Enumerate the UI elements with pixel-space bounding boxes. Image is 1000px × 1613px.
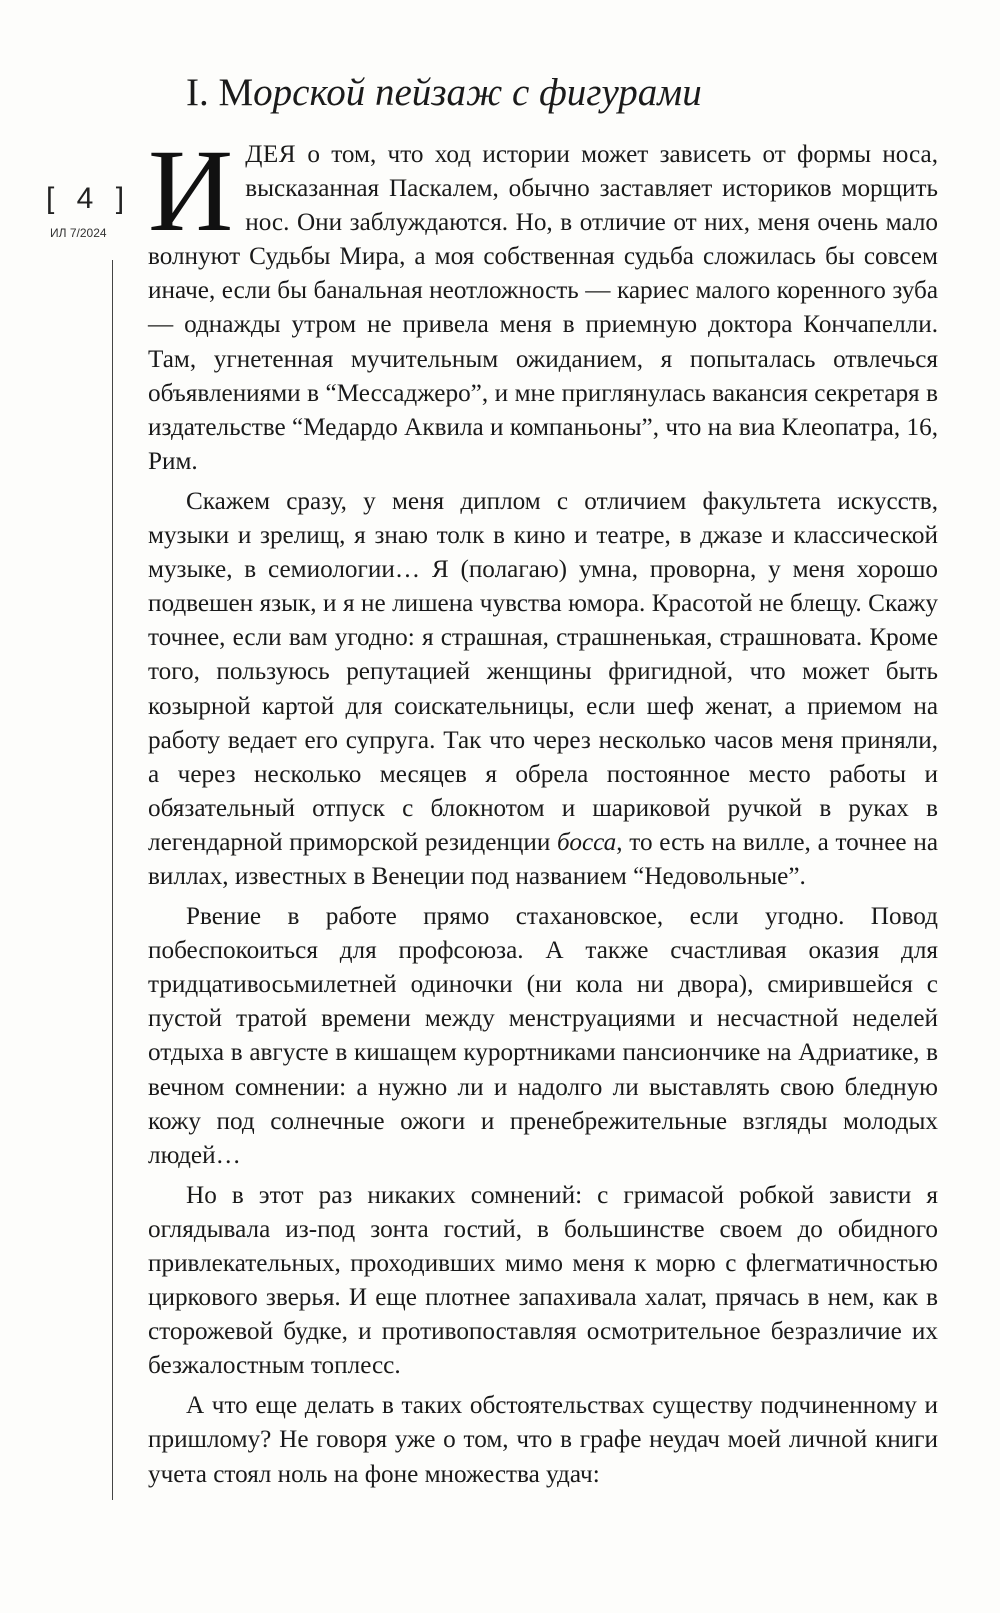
paragraph-5: А что еще делать в таких обстоятельствах существу подчиненному и пришлому? Не говоря уже о том, что в графе неудач моей личной книги учета стоял ноль на фоне множества удач: [148, 1392, 938, 1488]
paragraph-2-emphasis: босса [557, 828, 617, 856]
paragraph-2-text-a: Скажем сразу, у меня диплом с отличием факультета искусств, музыки и зрелищ, я знаю толк в кино и театре, в джазе и классической музыке, в семиологии… Я (полагаю) умна, проворна, у меня хорошо подвешен язык, и я не лишена чувства юмора. Красотой не блещу. Скажу точнее, если вам угодно: я страшная, страшненькая, страшновата. Кроме того, пользуюсь репутацией женщины фригидной, что может быть козырной картой для соискательницы, если шеф женат, а приемом на работу ведает его супруга. Так что через несколько часов меня приняли, а через несколько месяцев я обрела постоянное место работы и обязательный отпуск с блокнотом и шариковой ручкой в руках в легендарной приморской резиденции [148, 487, 938, 856]
margin-divider [112, 260, 113, 1500]
body-text [148, 125, 938, 1498]
paragraph-1-text: о том, что ход истории может зависеть от формы носа, высказанная Паскалем, обычно заставляет историков морщить нос. Они заблуждаются. Но, в отличие от них, меня очень мало волнуют Судьбы Мира, а моя собственная судьба сложилась бы совсем иначе, если бы банальная неотложность — кариес малого коренного зуба — однажды утром не привела меня в приемную доктора Кончапелли. Там, угнетенная мучительным ожиданием, я попыталась отвлечься объявлениями в “Мессаджеро”, и мне приглянулась вакансия секретаря в издательстве “Медардо Аквила и компаньоны”, что на виа Клеопатра, 16, Рим. [148, 141, 938, 475]
paragraph-1 [148, 125, 938, 479]
chapter-title [186, 70, 702, 115]
chapter-numeral: I. М [186, 71, 254, 114]
page-number: [ 4 ] [46, 182, 132, 215]
journal-issue-label: ИЛ 7/2024 [50, 226, 107, 240]
chapter-title-text: орской пейзаж с фигурами [253, 71, 702, 114]
lead-word: ДЕЯ [245, 141, 297, 168]
paragraph-2-text-b: , то есть на вилле, а точнее на виллах, известных в Венеции под названием “Недовольные”. [148, 828, 938, 890]
paragraph-4: Но в этот раз никаких сомнений: с гримасой робкой зависти я оглядывала из-под зонта гостий, в большинстве своем до обидного привлекательных, проходивших мимо меня к морю с флегматичностью циркового зверья. И еще плотнее запахивала халат, прячась в нем, как в сторожевой будке, и противопоставляя осмотрительное безразличие их безжалостным топлесс. [148, 1181, 938, 1380]
paragraph-3: Рвение в работе прямо стахановское, если угодно. Повод побеспокоиться для профсоюза. А также счастливая оказия для тридцативосьмилетней одиночки (ни кола ни двора), смирившейся с пустой тратой времени между менструациями и несчастной неделей отдыха в августе в кишащем курортниками пансиончике на Адриатике, в вечном сомнении: а нужно ли и надолго ли выставлять свою бледную кожу под солнечные ожоги и пренебрежительные взгляды молодых людей… [148, 903, 938, 1169]
paragraph-2 [148, 485, 938, 894]
drop-cap: И [148, 125, 234, 256]
